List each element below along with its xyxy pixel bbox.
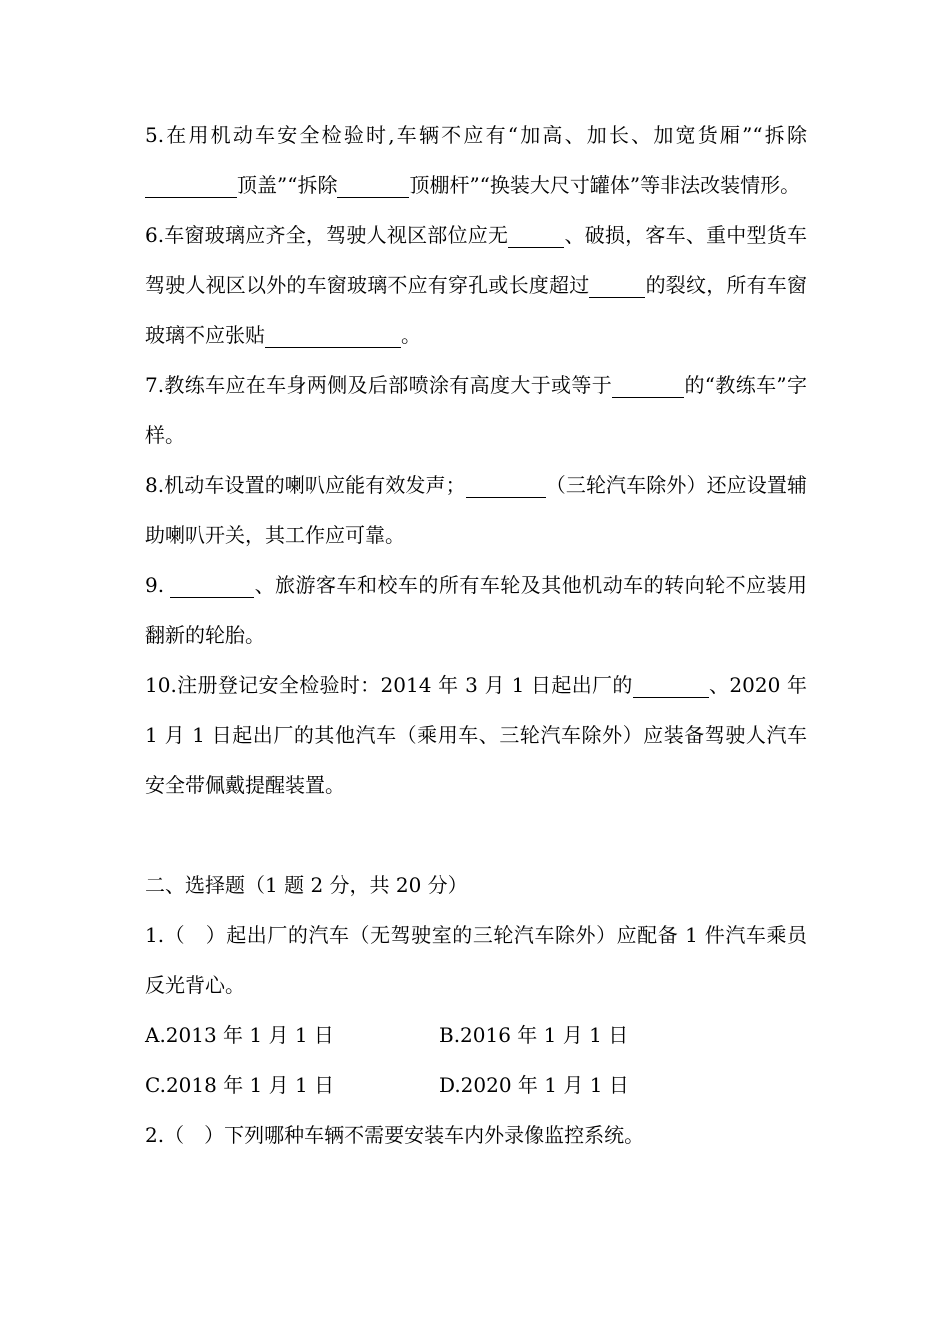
choice-question-1: 1.（ ）起出厂的汽车（无驾驶室的三轮汽车除外）应配备 1 件汽车乘员反光背心。	[145, 923, 807, 997]
answer-blank	[508, 225, 564, 248]
question-text: 的裂纹，所有车窗玻璃不应张贴	[145, 273, 808, 347]
question-7	[145, 360, 807, 460]
question-text: 、破损，客车、重中型货车驾驶人视区以外的车窗玻璃不应有穿孔或长度超过	[145, 223, 807, 297]
question-text: 的“教练车”字样。	[145, 373, 807, 447]
question-text: 5.在用机动车安全检验时,车辆不应有“加高、加长、加宽货厢”“拆除	[145, 123, 807, 147]
answer-blank	[145, 175, 237, 198]
question-text: 7.教练车应在车身两侧及后部喷涂有高度大于或等于	[145, 373, 613, 397]
choice-question-2: 2.（ ）下列哪种车辆不需要安装车内外录像监控系统。	[145, 1123, 645, 1147]
question-text: 顶棚杆”“换装大尺寸罐体”等非法改装情形。	[409, 173, 801, 197]
question-text: 9.	[145, 573, 165, 597]
question-text: 6.车窗玻璃应齐全，驾驶人视区部位应无	[145, 223, 509, 247]
answer-blank	[612, 375, 684, 398]
question-9	[145, 560, 807, 660]
answer-blank	[170, 575, 254, 598]
question-text: 、旅游客车和校车的所有车轮及其他机动车的转向轮不应装用翻新的轮胎。	[145, 573, 807, 647]
answer-blank	[466, 475, 546, 498]
options-row-2	[145, 1060, 807, 1110]
document-content	[145, 110, 807, 1160]
section-heading: 二、选择题（1 题 2 分，共 20 分）	[145, 873, 468, 897]
answer-blank	[633, 675, 709, 698]
question-6	[145, 210, 807, 360]
question-8	[145, 460, 807, 560]
question-text: 10.注册登记安全检验时：2014 年 3 月 1 日起出厂的	[145, 673, 633, 697]
section-spacer	[145, 810, 807, 860]
question-text: （三轮汽车除外）还应设置辅助喇叭开关，其工作应可靠。	[145, 473, 807, 547]
question-text: 。	[401, 323, 421, 347]
option-a: A.2013 年 1 月 1 日	[145, 1023, 334, 1047]
answer-blank	[589, 275, 645, 298]
options-row-1	[145, 1010, 807, 1060]
question-text: 、2020 年 1 月 1 日起出厂的其他汽车（乘用车、三轮汽车除外）应装备驾驶人汽车安全带佩戴提醒装置。	[145, 673, 807, 797]
option-d: D.2020 年 1 月 1 日	[439, 1073, 629, 1097]
question-5	[145, 110, 807, 210]
question-text: 顶盖”“拆除	[237, 173, 338, 197]
question-text: 8.机动车设置的喇叭应能有效发声；	[145, 473, 466, 497]
option-c: C.2018 年 1 月 1 日	[145, 1073, 335, 1097]
answer-blank	[337, 175, 409, 198]
option-b: B.2016 年 1 月 1 日	[439, 1023, 629, 1047]
question-10	[145, 660, 807, 810]
answer-blank	[265, 325, 401, 348]
